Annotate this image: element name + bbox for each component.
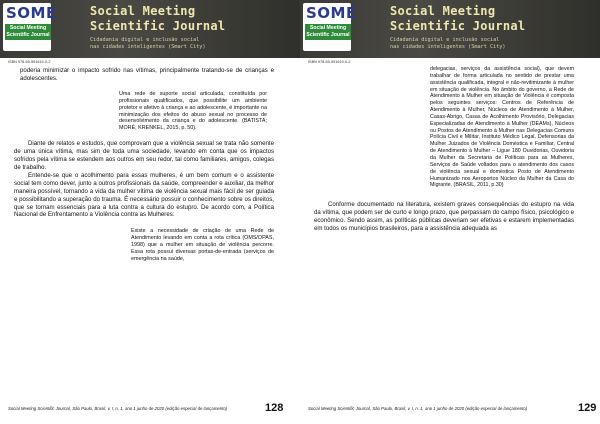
logo-text: SOME <box>6 4 57 22</box>
paragraph: Entende-se que o acolhimento para essas mulheres, é um bem comum e o assistente social tem como dever, junto a outros profissionais da saúde, compreender e auxiliar, da melhor maneira possível, tornando a vida da mulher vítima de violência sexual mais fácil de ser guiada e possibilitando a superação do trauma. É necessário possuir o conhecimento sobre os direitos, que se tornam essenciais para a luta contra a cultura do estupro. De acordo com, a Política Nacional de Enfrentamento a Violência contra as Mulheres: <box>14 171 274 219</box>
page-footer: Social Meeting Scientific Journal, São Paulo, Brasil, v. I, n. 1, ano 1 junho de 2020 (edição especial de lançamento) <box>8 406 228 411</box>
journal-banner <box>300 0 600 58</box>
isbn: ISBN 978-65-991619-0-2 <box>8 60 51 64</box>
logo-text: SOME <box>306 4 357 22</box>
right-page <box>300 0 600 424</box>
journal-logo <box>303 3 357 51</box>
isbn: ISBN 978-65-991619-0-2 <box>308 60 351 64</box>
block-quote: Uma rede de suporte social articulada, constituída por profissionais qualificados, que possibilite um ambiente protetor e afetivo à criança e ao adolescente, é importante na minimização dos efeitos do abuso sexual no processo de desenvolvimento da criança e do adolescente. (BATISTA; MORÉ; KRENKEL, 2015, p. 50). <box>119 90 267 132</box>
journal-title: Social Meeting Scientific Journal <box>390 4 526 33</box>
page-number: 128 <box>265 402 284 414</box>
paragraph: Conforme documentado na literatura, existem graves consequências do estupro na vida da vítima, que podem ser de curto e longo prazo, que perpassam do campo físico, psicológico e econômico. Sendo assim, as políticas públicas deveriam ser efetivas e estarem implementadas em todos os municípios brasileiros, para a assistência adequada as <box>314 201 574 232</box>
block-quote: delegacias, serviços da assistência social), que devem trabalhar de forma articulada no sentido de prestar uma assistência qualificada, integral e não-revitimizante à mulher em situação de violência. No âmbito do governo, a Rede de Atendimento à Mulher em situação de Violência é composta pelos seguintes serviços: Centros de Referência de Atendimento à Mulher, Núcleos de Atendimento à Mulher, Casas-Abrigo, Casas de Acolhimento Provisório, Delegacias Especializadas de Atendimento à Mulher (DEAMs), Núcleos ou Postos de Atendimento à Mulher nas Delegacias Comuns Polícia Civil e Militar, Instituto Médico Legal, Defensorias da Mulher Juizados de Violência Doméstica e Familiar, Central de Atendimento à Mulher – Ligue 180 Ouvidorias, Ouvidoria da Mulher da Secretaria de Políticas para as Mulheres, Serviços de Saúde voltados para o atendimento dos casos de violência sexual e doméstica Posto de Atendimento Humanizado nos Aeroportos Núcleo da Mulher da Casa do Migrante. (BRASIL, 2011, p.30) <box>430 66 574 189</box>
block-quote: Existe a necessidade de criação de uma Rede de Atendimento levando em conta a rota crítica (OMS/OPAS, 1998) que a mulher em situação de violência percorre. Essa rota possui diversas portas-de-entrada (serviços de emergência na saúde, <box>131 228 274 262</box>
paragraph: poderia minimizar o impacto sofrido nas vítimas, principalmente tratando-se de crianças e adolescentes. <box>20 67 274 82</box>
journal-logo <box>3 3 57 51</box>
journal-subtitle: Cidadania digital e inclusão social nas cidades inteligentes (Smart City) <box>390 37 506 50</box>
left-body <box>14 67 274 263</box>
logo-subtitle: Social Meeting Scientific Journal <box>6 25 50 38</box>
logo-subtitle: Social Meeting Scientific Journal <box>306 25 350 38</box>
page-footer: Social Meeting Scientific Journal, São Paulo, Brasil, v. I, n. 1, ano 1 junho de 2020 (edição especial de lançamento) <box>308 406 528 411</box>
paragraph: Diante de relatos e estudos, que comprovam que a violência sexual se trata não somente de uma única vítima, mas sim de toda uma sociedade, levando em conta que os impactos sofridos pela vítima se estendem aos outros em seu redor, tal como familiares, amigos, colegas de trabalho. <box>14 140 274 171</box>
journal-title: Social Meeting Scientific Journal <box>90 4 226 33</box>
page-number: 129 <box>578 402 597 414</box>
journal-banner <box>0 0 300 58</box>
journal-subtitle: Cidadania digital e inclusão social nas cidades inteligentes (Smart City) <box>90 37 206 50</box>
right-body <box>314 66 574 233</box>
